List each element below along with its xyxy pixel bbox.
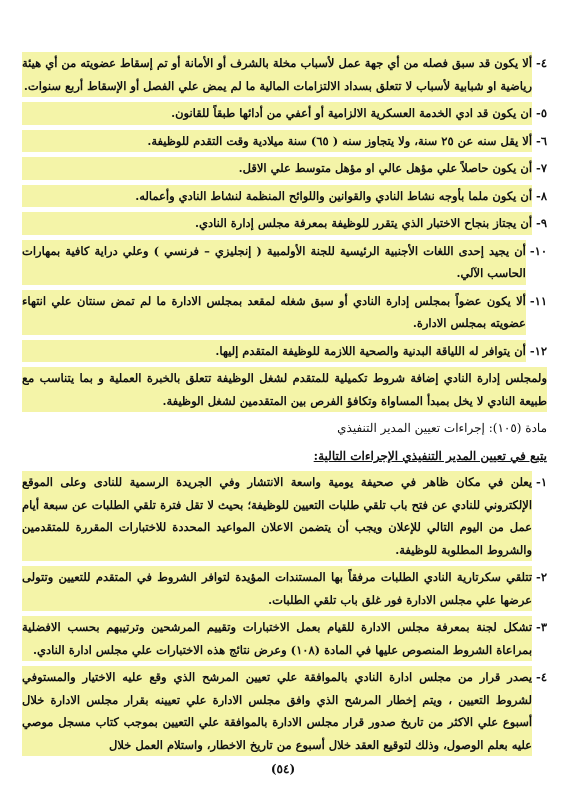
procedures-subheading: يتبع في تعيين المدير التنفيذي الإجراءات التالية: (313, 449, 547, 463)
condition-item-text: أن يتوافر له اللياقة البدنية والصحية اللازمة للوظيفة المتقدم إليها. (22, 340, 526, 363)
condition-item-number: ١١- (529, 293, 547, 308)
condition-item-text: ألا يكون قد سبق فصله من أي جهة عمل لأسباب مخلة بالشرف أو الأمانة أو تم إسقاط عضويته من أي هيئة رياضية او شبابية لأسباب لا تتعلق بسداد الالتزامات المالية ما لم يمض علي الفصل أو الإسقاط أربع سنوات. (22, 52, 532, 97)
condition-item-text: أن يكون ملما بأوجه نشاط النادي والقوانين واللوائح المنظمة لنشاط النادي وأعماله. (22, 185, 532, 208)
condition-item-number: ٧- (536, 161, 547, 175)
procedure-item-number: ٢- (536, 570, 547, 584)
condition-item (22, 52, 547, 97)
procedure-item (22, 566, 547, 611)
procedure-item-text: تتلقي سكرتارية النادي الطلبات مرفقاً بها المستندات المؤيدة لتوافر الشروط في المتقدم للتعيين وتتولى عرضها علي مجلس الادارة فور غلق باب تلقي الطلبات. (22, 566, 532, 611)
condition-item-number: ٥- (536, 106, 547, 120)
procedure-item-text: يعلن في مكان ظاهر في صحيفة يومية واسعة الانتشار وفي الجريدة الرسمية للنادى وعلى الموقع الإلكتروني للنادي عن فتح باب تلقي طلبات التعيين للوظيفة؛ بحيث لا تقل فترة تلقي الطلبات عن سبعة أيام عمل من اليوم التالي للإعلان ويجب أن يتضمن الاعلان المواعيد المحددة للاختبارات المقررة للمتقدمين والشروط المطلوبة للوظيفة. (22, 471, 532, 561)
condition-item-text: أن يكون حاصلاً علي مؤهل عالي او مؤهل متوسط علي الاقل. (22, 157, 532, 180)
condition-item-number: ٨- (536, 188, 547, 203)
condition-item-number: ١٢- (529, 343, 547, 358)
condition-item-text: ألا يقل سنه عن ٢٥ سنة، ولا يتجاوز سنه ( ٦٥) سنة ميلادية وقت التقدم للوظيفة. (22, 130, 532, 153)
condition-item-text: ألا يكون عضواً بمجلس إدارة النادي أو سبق شغله لمقعد بمجلس الادارة ما لم تمض سنتان علي انتهاء عضويته بمجلس الادارة. (22, 290, 526, 335)
condition-item-number: ٤- (536, 56, 547, 70)
condition-item-number: ١٠- (529, 243, 547, 258)
condition-item (22, 130, 547, 153)
condition-item-text: أن يجيد إحدى اللغات الأجنبية الرئيسية للجنة الأولمبية ( إنجليزي – فرنسي ) وعلي دراية كافية بمهارات الحاسب الآلي. (22, 240, 526, 285)
condition-item-number: ٩- (536, 216, 547, 230)
procedure-item-number: ١- (536, 475, 547, 489)
condition-item (22, 157, 547, 180)
condition-item (22, 340, 547, 363)
condition-item (22, 240, 547, 285)
condition-item-text: أن يجتاز بنجاح الاختبار الذي يتقرر للوظيفة بمعرفة مجلس إدارة النادي. (22, 212, 532, 235)
procedure-item (22, 666, 547, 756)
page-number: (٥٤) (270, 762, 296, 776)
procedure-item (22, 471, 547, 561)
procedure-item (22, 616, 547, 661)
article-title: مادة (١٠٥): إجراءات تعيين المدير التنفيذي (337, 421, 547, 435)
procedure-item-text: تشكل لجنة بمعرفة مجلس الادارة للقيام بعمل الاختبارات وتقييم المرشحين وترتيبهم بحسب الافضلية بمراعاة الشروط المنصوص عليها في المادة (١٠٨) وعرض نتائج هذه الاختبارات علي مجلس ادارة النادي. (22, 616, 532, 661)
condition-item-text: ان يكون قد ادي الخدمة العسكرية الالزامية أو أعفي من أدائها طبقاً للقانون. (22, 102, 532, 125)
board-additional-conditions-paragraph: ولمجلس إدارة النادي إضافة شروط تكميلية للمتقدم لشغل الوظيفة تتعلق بالخبرة العملية و بما يتناسب مع طبيعة النادي لا يخل بمبدأ المساواة وتكافؤ الفرص بين المتقدمين لشغل الوظيفة. (22, 367, 547, 412)
condition-item (22, 290, 547, 335)
condition-item (22, 212, 547, 235)
procedures-list (22, 471, 547, 756)
condition-item-number: ٦- (536, 133, 547, 148)
condition-item (22, 185, 547, 208)
procedure-item-number: ٣- (536, 620, 547, 634)
document-body (22, 52, 547, 761)
condition-item (22, 102, 547, 125)
procedure-item-number: ٤- (536, 670, 547, 684)
conditions-list (22, 52, 547, 362)
procedure-item-text: يصدر قرار من مجلس ادارة النادي بالموافقة علي تعيين المرشح الذي وقع عليه الاختيار والمستوفي لشروط التعيين ، ويتم إخطار المرشح الذي وافق مجلس الادارة علي تعيينه بقرار مجلس الادارة خلال أسبوع علي الاكثر من تاريخ صدور قرار مجلس الادارة بالموافقة علي التعيين بموجب كتاب مسجل موصي عليه بعلم الوصول، وذلك لتوقيع العقد خلال أسبوع من تاريخ الاخطار، واستلام العمل خلال (22, 666, 532, 756)
